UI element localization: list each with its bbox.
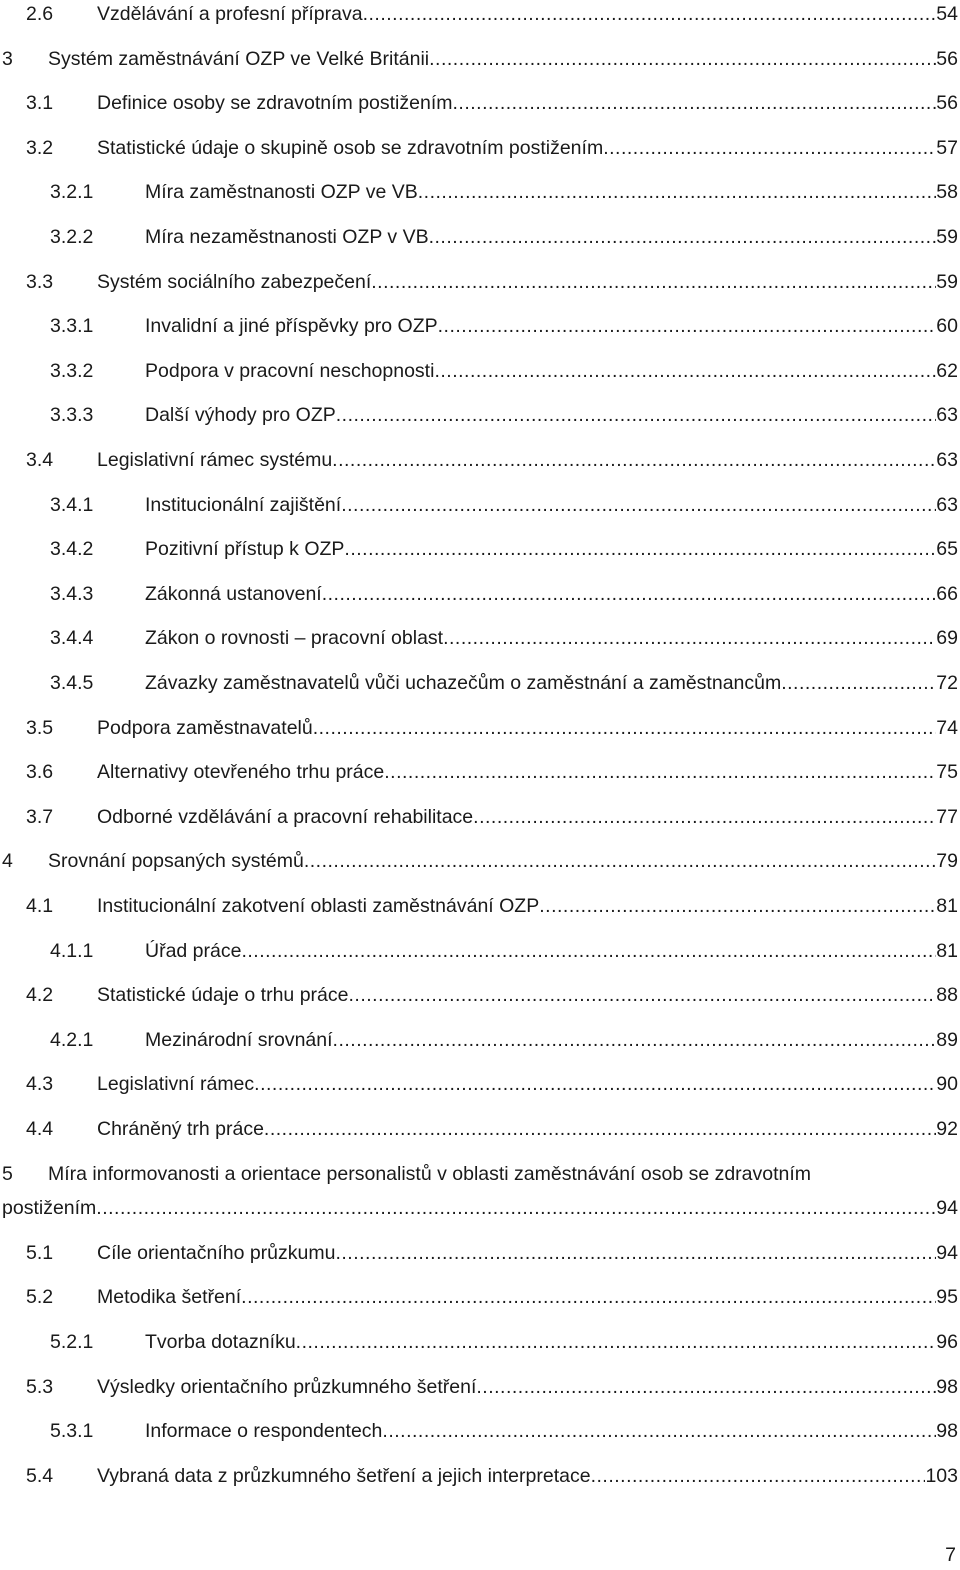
toc-entry-number: 2.6: [26, 3, 54, 25]
toc-entry-page: 63: [936, 404, 958, 427]
toc-entry-title: Statistické údaje o trhu práce: [97, 984, 349, 1007]
toc-entry-title: Další výhody pro OZP: [145, 404, 336, 427]
toc-entry-title: Systém sociálního zabezpečení: [97, 270, 372, 293]
toc-entry[interactable]: [0, 1114, 960, 1144]
toc-entry-page: 90: [936, 1073, 958, 1096]
toc-entry-page: 88: [936, 984, 958, 1007]
toc-entry-wrapped[interactable]: [0, 1159, 960, 1189]
toc-entry-title: Odborné vzdělávání a pracovní rehabilitace: [97, 805, 474, 828]
toc-entry-leader: [145, 623, 958, 653]
toc-entry-leader: [97, 445, 958, 475]
toc-entry-title: Definice osoby se zdravotním postižením: [97, 92, 453, 115]
toc-entry-leader: [97, 1282, 958, 1312]
toc-entry-title: Institucionální zajištění: [145, 493, 342, 516]
dot-leader: [476, 1372, 936, 1402]
toc-entry-leader: [145, 311, 958, 341]
toc-entry-number: 3.4.1: [50, 493, 94, 516]
dot-leader: [603, 133, 936, 163]
toc-entry-title: Závazky zaměstnavatelů vůči uchazečům o zaměstnání a zaměstnancům: [145, 672, 782, 694]
toc-entry[interactable]: [0, 0, 960, 29]
toc-entry-wrapped-continuation[interactable]: [0, 1193, 960, 1223]
page-number: 7: [945, 1544, 956, 1566]
toc-entry-leader: [97, 1069, 958, 1099]
toc-entry-title: Zákonná ustanovení: [145, 582, 322, 605]
toc-entry-leader: [145, 936, 958, 966]
toc-entry[interactable]: [0, 1327, 960, 1357]
toc-entry-leader: [145, 400, 958, 430]
toc-entry-leader: [97, 802, 958, 832]
toc-entry[interactable]: [0, 133, 960, 163]
toc-entry-leader: [97, 1372, 958, 1402]
dot-leader: [344, 534, 936, 564]
dot-leader: [333, 1025, 937, 1055]
dot-leader: [96, 1193, 936, 1223]
toc-entry-number: 3.6: [26, 761, 54, 784]
toc-entry-leader: [97, 891, 958, 921]
toc-entry-title: Statistické údaje o skupině osob se zdravotním postižením: [97, 136, 604, 159]
dot-leader: [591, 1461, 926, 1491]
dot-leader: [781, 668, 936, 698]
toc-entry-number: 3.4.5: [50, 672, 94, 694]
dot-leader: [336, 400, 937, 430]
toc-entry-title: Míra nezaměstnanosti OZP v VB: [145, 226, 429, 248]
toc-entry-leader: [97, 133, 958, 163]
toc-entry[interactable]: [0, 1416, 960, 1446]
dot-leader: [322, 579, 937, 609]
toc-entry-leader: [145, 1327, 958, 1357]
toc-entry-page: 81: [936, 895, 958, 917]
toc-entry-leader: [145, 1416, 958, 1446]
toc-entry-page: 74: [936, 716, 958, 739]
toc-entry-page: 58: [936, 181, 958, 204]
toc-entry-page: 59: [936, 270, 958, 293]
toc-entry-page: 63: [936, 449, 958, 471]
toc-entry-leader: [145, 356, 958, 386]
toc-entry[interactable]: [0, 936, 960, 966]
toc-entry-title: Zákon o rovnosti – pracovní oblast: [145, 627, 444, 650]
toc-entry-number: 4: [2, 850, 13, 873]
toc-entry-title: Podpora zaměstnavatelů: [97, 716, 313, 739]
toc-entry-title: Míra informovanosti a orientace personalistů v oblasti zaměstnávání osob se zdravotním: [48, 1162, 812, 1185]
dot-leader: [443, 623, 936, 653]
toc-entry-title: postižením: [2, 1197, 97, 1220]
toc-entry-page: 75: [936, 761, 958, 784]
dot-leader: [264, 1114, 936, 1144]
toc-entry-number: 5: [2, 1162, 13, 1185]
toc-entry-number: 3: [2, 47, 13, 70]
toc-entry-title: Metodika šetření: [97, 1286, 242, 1309]
toc-entry-page: 94: [936, 1241, 958, 1264]
toc-entry[interactable]: [0, 623, 960, 653]
toc-entry-leader: [145, 668, 958, 698]
dot-leader: [241, 936, 936, 966]
toc-entry-number: 5.2.1: [50, 1330, 94, 1353]
toc-entry[interactable]: [0, 891, 960, 921]
toc-entry[interactable]: [0, 846, 960, 876]
toc-entry-title: Srovnání popsaných systémů: [48, 850, 304, 873]
toc-entry[interactable]: [0, 757, 960, 787]
toc-entry-title: Pozitivní přístup k OZP: [145, 538, 345, 561]
toc-entry-page: 103: [925, 1464, 958, 1487]
toc-entry[interactable]: [0, 668, 960, 698]
toc-entry-leader: [97, 267, 958, 297]
toc-entry-title: Míra zaměstnanosti OZP ve VB: [145, 181, 418, 204]
toc-entry-page: 79: [936, 850, 958, 873]
toc-entry-title: Vybraná data z průzkumného šetření a jejich interpretace: [97, 1464, 591, 1487]
toc-entry[interactable]: [0, 1372, 960, 1402]
toc-entry-title: Tvorba dotazníku: [145, 1330, 296, 1353]
toc-entry[interactable]: [0, 445, 960, 475]
toc-entry-leader: [2, 1193, 958, 1223]
toc-entry-number: 5.2: [26, 1286, 54, 1309]
toc-entry-number: 4.1: [26, 895, 54, 917]
toc-entry-leader: [97, 980, 958, 1010]
toc-entry-leader: [145, 579, 958, 609]
dot-leader: [384, 757, 936, 787]
dot-leader: [438, 311, 937, 341]
toc-entry[interactable]: [0, 713, 960, 743]
toc-entry-title: Invalidní a jiné příspěvky pro OZP: [145, 315, 438, 338]
toc-entry-page: 56: [936, 47, 958, 70]
toc-entry-title: Vzdělávání a profesní příprava: [97, 3, 363, 25]
toc-entry[interactable]: [0, 802, 960, 832]
toc-entry-number: 4.2.1: [50, 1028, 94, 1051]
toc-entry-title: Úřad práce: [145, 939, 242, 962]
toc-entry-number: 3.4.4: [50, 627, 94, 650]
toc-entry-page: 62: [936, 359, 958, 382]
toc-entry-leader: [48, 846, 958, 876]
dot-leader: [434, 356, 936, 386]
dot-leader: [341, 490, 936, 520]
toc-entry-page: 92: [936, 1118, 958, 1140]
toc-entry-number: 3.3: [26, 270, 54, 293]
toc-entry-leader: [145, 177, 958, 207]
dot-leader: [335, 1238, 936, 1268]
toc-entry[interactable]: [0, 44, 960, 74]
toc-entry[interactable]: [0, 1461, 960, 1491]
toc-entry[interactable]: [0, 88, 960, 118]
toc-entry[interactable]: [0, 1238, 960, 1268]
dot-leader: [473, 802, 936, 832]
toc-entry-page: 59: [936, 226, 958, 248]
toc-entry-page: 94: [936, 1197, 958, 1220]
toc-entry-leader: [48, 44, 958, 74]
toc-entry-title: Chráněný trh práce: [97, 1118, 264, 1140]
toc-entry[interactable]: [0, 222, 960, 252]
toc-entry[interactable]: [0, 980, 960, 1010]
toc-entry-leader: [145, 1025, 958, 1055]
toc-entry-number: 3.4.3: [50, 582, 94, 605]
toc-entry-title: Podpora v pracovní neschopnosti: [145, 359, 435, 382]
toc-entry-page: 72: [936, 672, 958, 694]
toc-entry-title: Výsledky orientačního průzkumného šetření: [97, 1375, 477, 1398]
toc-entry-page: 95: [936, 1286, 958, 1309]
toc-entry-leader: [97, 88, 958, 118]
dot-leader: [371, 267, 936, 297]
toc-entry-number: 3.2.1: [50, 181, 94, 204]
toc-entry[interactable]: [0, 1025, 960, 1055]
toc-entry[interactable]: [0, 534, 960, 564]
toc-entry-number: 4.2: [26, 984, 54, 1007]
dot-leader: [453, 88, 937, 118]
toc-entry-number: 3.2: [26, 136, 54, 159]
toc-entry[interactable]: [0, 267, 960, 297]
toc-entry[interactable]: [0, 177, 960, 207]
toc-entry-number: 5.1: [26, 1241, 54, 1264]
toc-entry-page: 65: [936, 538, 958, 561]
toc-entry[interactable]: [0, 490, 960, 520]
toc-entry[interactable]: [0, 1069, 960, 1099]
dot-leader: [296, 1327, 937, 1357]
toc-entry-number: 5.3.1: [50, 1420, 94, 1443]
toc-entry-number: 3.3.3: [50, 404, 94, 427]
toc-entry-title: Legislativní rámec: [97, 1073, 255, 1096]
toc-entry[interactable]: [0, 579, 960, 609]
toc-entry-leader: [97, 1238, 958, 1268]
toc-entry-page: 77: [936, 805, 958, 828]
dot-leader: [313, 713, 937, 743]
toc-entry-title: Informace o respondentech: [145, 1420, 383, 1443]
toc-entry-title: Systém zaměstnávání OZP ve Velké Británii: [48, 47, 430, 70]
dot-leader: [241, 1282, 936, 1312]
dot-leader: [304, 846, 936, 876]
toc-entry[interactable]: [0, 400, 960, 430]
dot-leader: [348, 980, 936, 1010]
toc-entry-number: 5.4: [26, 1464, 54, 1487]
dot-leader: [332, 445, 936, 475]
toc-entry-title: Institucionální zakotvení oblasti zaměstnávání OZP: [97, 895, 540, 917]
toc-entry-title: Cíle orientačního průzkumu: [97, 1241, 336, 1264]
toc-entry-leader: [97, 757, 958, 787]
toc-entry-number: 3.3.1: [50, 315, 94, 338]
toc-entry-page: 63: [936, 493, 958, 516]
toc-entry-leader: [97, 0, 958, 29]
toc-entry-number: 4.3: [26, 1073, 54, 1096]
toc-entry-leader: [97, 713, 958, 743]
dot-leader: [539, 891, 936, 921]
toc-entry-page: 54: [936, 3, 958, 25]
toc-entry-page: 69: [936, 627, 958, 650]
toc-entry-title: Alternativy otevřeného trhu práce: [97, 761, 385, 784]
dot-leader: [429, 44, 936, 74]
toc-entry-number: 3.3.2: [50, 359, 94, 382]
toc-entry-page: 96: [936, 1330, 958, 1353]
toc-entry-number: 3.4.2: [50, 538, 94, 561]
toc-entry-page: 66: [936, 582, 958, 605]
toc-entry-leader: [145, 222, 958, 252]
dot-leader: [254, 1069, 936, 1099]
toc-entry-page: 60: [936, 315, 958, 338]
toc-entry-number: 3.1: [26, 92, 54, 115]
toc-entry-leader: [145, 490, 958, 520]
toc-entry-number: 4.4: [26, 1118, 54, 1140]
toc-entry-title: Mezinárodní srovnání: [145, 1028, 333, 1051]
toc-entry-page: 57: [936, 136, 958, 159]
dot-leader: [429, 222, 937, 252]
toc-entry-number: 4.1.1: [50, 939, 94, 962]
dot-leader: [363, 0, 937, 29]
dot-leader: [418, 177, 937, 207]
toc-entry-page: 56: [936, 92, 958, 115]
toc-entry-number: 3.4: [26, 449, 54, 471]
toc-entry[interactable]: [0, 356, 960, 386]
toc-entry-number: 3.2.2: [50, 226, 94, 248]
toc-entry[interactable]: [0, 1282, 960, 1312]
toc-entry[interactable]: [0, 311, 960, 341]
toc-entry-number: 3.5: [26, 716, 54, 739]
toc-entry-page: 98: [936, 1375, 958, 1398]
toc-entry-page: 81: [936, 939, 958, 962]
toc-entry-leader: [97, 1461, 958, 1491]
toc-entry-leader: [145, 534, 958, 564]
toc-entry-title: Legislativní rámec systému: [97, 449, 333, 471]
toc-entry-number: 5.3: [26, 1375, 54, 1398]
toc-entry-page: 89: [936, 1028, 958, 1051]
dot-leader: [382, 1416, 936, 1446]
toc-entry-leader: [97, 1114, 958, 1144]
toc-entry-page: 98: [936, 1420, 958, 1443]
toc-entry-number: 3.7: [26, 805, 54, 828]
